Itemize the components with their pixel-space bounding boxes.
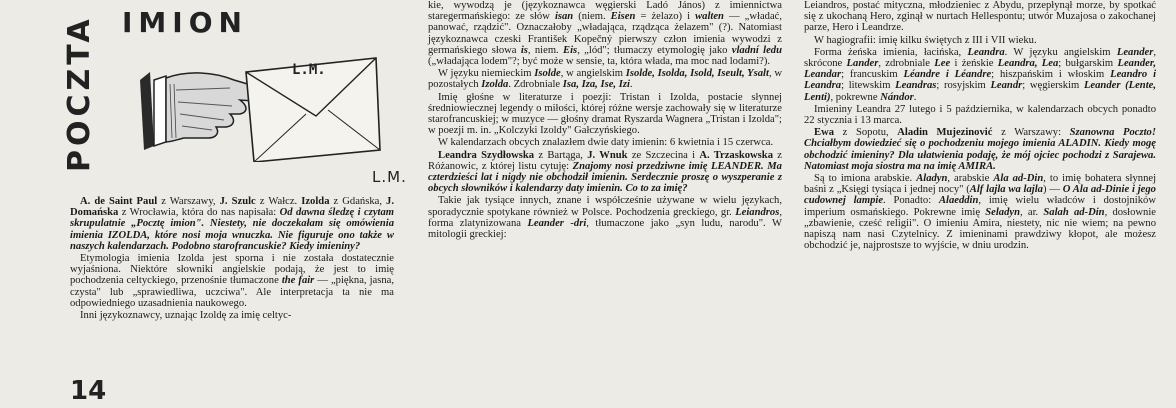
body-text: W języku niemieckim bbox=[438, 68, 535, 80]
paragraph bbox=[428, 68, 782, 90]
body-text: — „władać, panować, rządzić". Oznaczałoby „władająca, rządząca żelazem" (?). Natomiast językoznawca czeski František Kopečný pierwszy człon imienia wywodzi z germańskiego słowa bbox=[428, 11, 782, 56]
body-text: ; węgierskim bbox=[1022, 80, 1084, 92]
emphasis-text: Leandra bbox=[967, 46, 1005, 58]
emphasis-text: Ala ad-Din bbox=[993, 173, 1044, 185]
body-text: ; hiszpańskim i włoskim bbox=[991, 69, 1111, 81]
body-text: , to imię bohatera słynnej baśni z „Księgi tysiąca i jednej nocy" ( bbox=[804, 173, 1157, 196]
emphasis-text: Léandre i Léandre bbox=[903, 69, 992, 81]
envelope-icon bbox=[246, 58, 380, 162]
body-text: . Ponadto: bbox=[883, 195, 939, 207]
emphasis-text: is bbox=[520, 44, 528, 56]
paragraph bbox=[428, 0, 782, 67]
body-text: ; bułgarskim bbox=[1058, 58, 1118, 70]
correspondent-name: Ewa bbox=[814, 127, 835, 139]
emphasis-text: Aladyn bbox=[916, 173, 948, 185]
body-text: („władająca lodem"?; być może w sensie, ta, która włada, ma moc nad lodami?). bbox=[428, 56, 771, 68]
correspondent-name: J. Szulc bbox=[219, 196, 256, 207]
body-text: z Bartąga, bbox=[534, 149, 588, 161]
paragraph bbox=[804, 0, 1156, 34]
envelope-label: L.M. bbox=[292, 62, 326, 78]
emphasis-text: Leander, Leandar bbox=[804, 58, 1157, 81]
body-text: z Warszawy, bbox=[157, 196, 220, 207]
body-text: z Warszawy: bbox=[992, 127, 1070, 139]
paragraph bbox=[70, 196, 394, 252]
body-text: , forma zlatynizowana bbox=[428, 206, 782, 229]
body-text: i żeńskie bbox=[950, 58, 998, 70]
emphasis-text: Od dawna śledzę i czytam skrupulatnie „Pocztę imion". Niestety, nie doczekałam się omówienia imienia IZOLDA, które nosi moja wnuczka. Nie figuruje ono także w naszych kalendarzach. Podobno starofrancuskie? Kiedy imieniny? bbox=[70, 207, 395, 252]
body-text: , „lód"; tłumaczy etymologię jako bbox=[577, 44, 732, 56]
body-text: kie, wywodzą je (językoznawca węgierski Ladó János) z imiennictwa staregermańskiego: ze słów bbox=[428, 0, 782, 23]
body-text: , tłumaczone jako „syn ludu, narodu". W mitologii greckiej: bbox=[428, 217, 782, 241]
body-text: W hagiografii: imię kilku świętych z III i VII wieku. bbox=[814, 34, 1037, 46]
author-signature: L.M. bbox=[372, 168, 407, 186]
correspondent-name: Izolda bbox=[301, 196, 330, 207]
emphasis-text: Alf lajla wa lajla bbox=[969, 184, 1043, 196]
emphasis-text: Szanowna Poczto! Chciałbym dowiedzieć się o pochodzeniu mojego imienia ALADIN. Kiedy mogę obchodzić imieniny? Dla ułatwienia podaję, że mój ojciec pochodzi z Sarajewa. Natomiast moja siostra ma na imię AMIRA. bbox=[804, 127, 1156, 172]
page-number: 14 bbox=[70, 376, 107, 406]
emphasis-text: Leandras bbox=[895, 80, 937, 92]
paragraph bbox=[70, 310, 394, 321]
emphasis-text: isan bbox=[554, 11, 574, 23]
article-column-1 bbox=[70, 196, 394, 322]
emphasis-text: Salah ad-Din bbox=[1043, 206, 1105, 218]
emphasis-text: Izolda bbox=[481, 79, 509, 91]
body-text: = żelazo) i bbox=[635, 11, 696, 23]
emphasis-text: Eis bbox=[563, 44, 578, 56]
body-text: Forma żeńska imienia, łacińska, bbox=[814, 46, 968, 58]
body-text: . bbox=[629, 79, 633, 91]
body-text: Inni językoznawcy, uznając Izoldę za imię celtyc- bbox=[80, 310, 292, 322]
body-text: z Sopotu, bbox=[834, 127, 898, 139]
paragraph bbox=[804, 104, 1156, 126]
body-text: , niem. bbox=[527, 44, 564, 56]
body-text: , imię wielu władców i dostojników imperium osmańskiego. Pokrewne imię bbox=[804, 195, 1156, 218]
body-text: (niem. bbox=[573, 11, 611, 23]
body-text: , w pozostałych bbox=[428, 68, 782, 91]
body-text: ze Szczecina i bbox=[627, 149, 700, 161]
body-text: ; rosyjskim bbox=[936, 80, 991, 92]
emphasis-text: vladní ledu bbox=[731, 44, 782, 56]
emphasis-text: Lander bbox=[846, 58, 879, 70]
correspondent-name: J. Wnuk bbox=[587, 149, 628, 161]
body-text: , w angielskim bbox=[560, 68, 626, 80]
paragraph bbox=[804, 47, 1156, 103]
body-text: . W języku angielskim bbox=[1004, 46, 1117, 58]
body-text: z Różanowic, z której listu cytuję: bbox=[428, 149, 782, 172]
emphasis-text: Alaeddin bbox=[938, 195, 979, 207]
body-text: , dosłownie „zbawienie, cześć religii". O imieniu Amira, niestety, nic nie wiem; na pewno napiszą nam nasi Czytelnicy. Z imieninami prawdziwy kłopot, ale możesz obchodzić je, najprostsze to wyjście, w dniu urodzin. bbox=[804, 206, 1156, 252]
section-title: IMION bbox=[122, 6, 248, 39]
paragraph bbox=[804, 127, 1156, 172]
emphasis-text: Seladyn bbox=[985, 206, 1020, 218]
paragraph bbox=[804, 173, 1156, 251]
body-text: , zdrobniale bbox=[878, 58, 935, 70]
correspondent-name: J. Domańska bbox=[70, 196, 394, 219]
correspondent-name: A. de Saint Paul bbox=[80, 196, 158, 207]
emphasis-text: Leander -dri bbox=[527, 217, 587, 229]
emphasis-text: Eisen bbox=[610, 11, 636, 23]
article-column-3 bbox=[804, 0, 1156, 252]
emphasis-text: the fair bbox=[281, 275, 315, 287]
emphasis-text: Leander (Lente, Lenti) bbox=[804, 80, 1156, 103]
body-text: , arabskie bbox=[947, 173, 994, 185]
body-text: , ar. bbox=[1020, 206, 1044, 218]
paragraph bbox=[428, 195, 782, 240]
correspondent-name: A. Trzaskowska bbox=[699, 149, 773, 161]
emphasis-text: Znajomy nosi przedziwne imię LEANDER. Ma czterdzieści lat i nigdy nie obchodził imienin. Serdecznie proszę o wyszperanie z obcych słowników i kalendarzy daty imienin. Co to za imię? bbox=[428, 160, 782, 195]
emphasis-text: Nándor bbox=[880, 91, 914, 103]
body-text: . Zdrobniale bbox=[508, 79, 563, 91]
paragraph bbox=[804, 35, 1156, 46]
emphasis-text: Lee bbox=[934, 58, 951, 70]
emphasis-text: Leandr bbox=[990, 80, 1023, 92]
body-text: z Gdańska, bbox=[329, 196, 387, 207]
body-text: Takie jak tysiące innych, znane i współcześnie używane w wielu językach, sporadycznie spotykane również w Polsce. Pochodzenia greckiego, gr. bbox=[428, 195, 782, 218]
emphasis-text: Leandra, Lea bbox=[997, 58, 1059, 70]
body-text: . bbox=[913, 91, 917, 103]
body-text: Imieniny Leandra 27 lutego i 5 października, w kalendarzach obcych ponadto 22 stycznia i 13 marca. bbox=[804, 103, 1156, 127]
emphasis-text: walten bbox=[695, 11, 724, 23]
hand-letter-illustration bbox=[136, 50, 384, 162]
paragraph bbox=[428, 150, 782, 195]
body-text: Leiandros, postać mityczna, młodzieniec z Abydu, przepłynął morze, by spotkać się z ukochaną Hero, zginął w nurtach Hellespontu; utwór Muzajosa o zakochanej parze, Hero i Leandrze. bbox=[804, 0, 1156, 34]
emphasis-text: Leandro i Leandra bbox=[804, 69, 1157, 92]
body-text: W kalendarzach obcych znalazłem dwie daty imienin: 6 kwietnia i 15 czerwca. bbox=[438, 137, 774, 149]
body-text: z Wałcz. bbox=[255, 196, 302, 207]
body-text: ; francuskim bbox=[841, 69, 904, 81]
emphasis-text: Leiandros bbox=[735, 206, 780, 218]
paragraph bbox=[70, 253, 394, 309]
body-text: , skrócone bbox=[804, 46, 1156, 70]
emphasis-text: Isolde bbox=[534, 68, 561, 80]
body-text: , pokrewne bbox=[830, 91, 881, 103]
emphasis-text: Isa, Iza, Ise, Izi bbox=[562, 79, 630, 91]
correspondent-name: Aladin Mujezinović bbox=[897, 127, 993, 139]
column-title: POCZTA bbox=[62, 15, 97, 172]
paragraph bbox=[428, 137, 782, 148]
emphasis-text: O Ala ad-Dinie i jego cudownej lampie bbox=[804, 184, 1156, 207]
correspondent-name: Leandra Szydłowska bbox=[438, 149, 535, 161]
body-text: Są to imiona arabskie. bbox=[814, 173, 917, 185]
body-text: ) — bbox=[1042, 184, 1063, 196]
body-text: — „piękna, jasna, czysta" lub „sprawiedliwa, uczciwa". Ale interpretacja ta nie ma odpowiedniego uzasadnienia naukowego. bbox=[70, 275, 394, 309]
paragraph bbox=[428, 92, 782, 137]
emphasis-text: Isolde, Isolda, Isold, Iseult, Ysalt bbox=[625, 68, 769, 80]
emphasis-text: Leander bbox=[1116, 46, 1154, 58]
article-column-2 bbox=[428, 0, 782, 241]
body-text: Imię głośne w literaturze i poezji: Tristan i Izolda, postacie słynnej średniowiecznej legendy o miłości, której różne wersje zachowały się w literaturze starofrancuskiej; w muzyce — głośny dramat Ryszarda Wagnera „Tristan i Izolda"; w poezji m. in. „Kolczyki Izoldy" Gałczyńskiego. bbox=[428, 91, 782, 137]
body-text: z Wrocławia, która do nas napisała: bbox=[118, 207, 280, 219]
body-text: Etymologia imienia Izolda jest sporna i nie została dostatecznie wyjaśniona. Niektóre słowniki angielskie podają, że jest to imię pochodzenia celtyckiego, przenośnie tłumaczone bbox=[70, 253, 394, 287]
body-text: ; litewskim bbox=[841, 80, 896, 92]
